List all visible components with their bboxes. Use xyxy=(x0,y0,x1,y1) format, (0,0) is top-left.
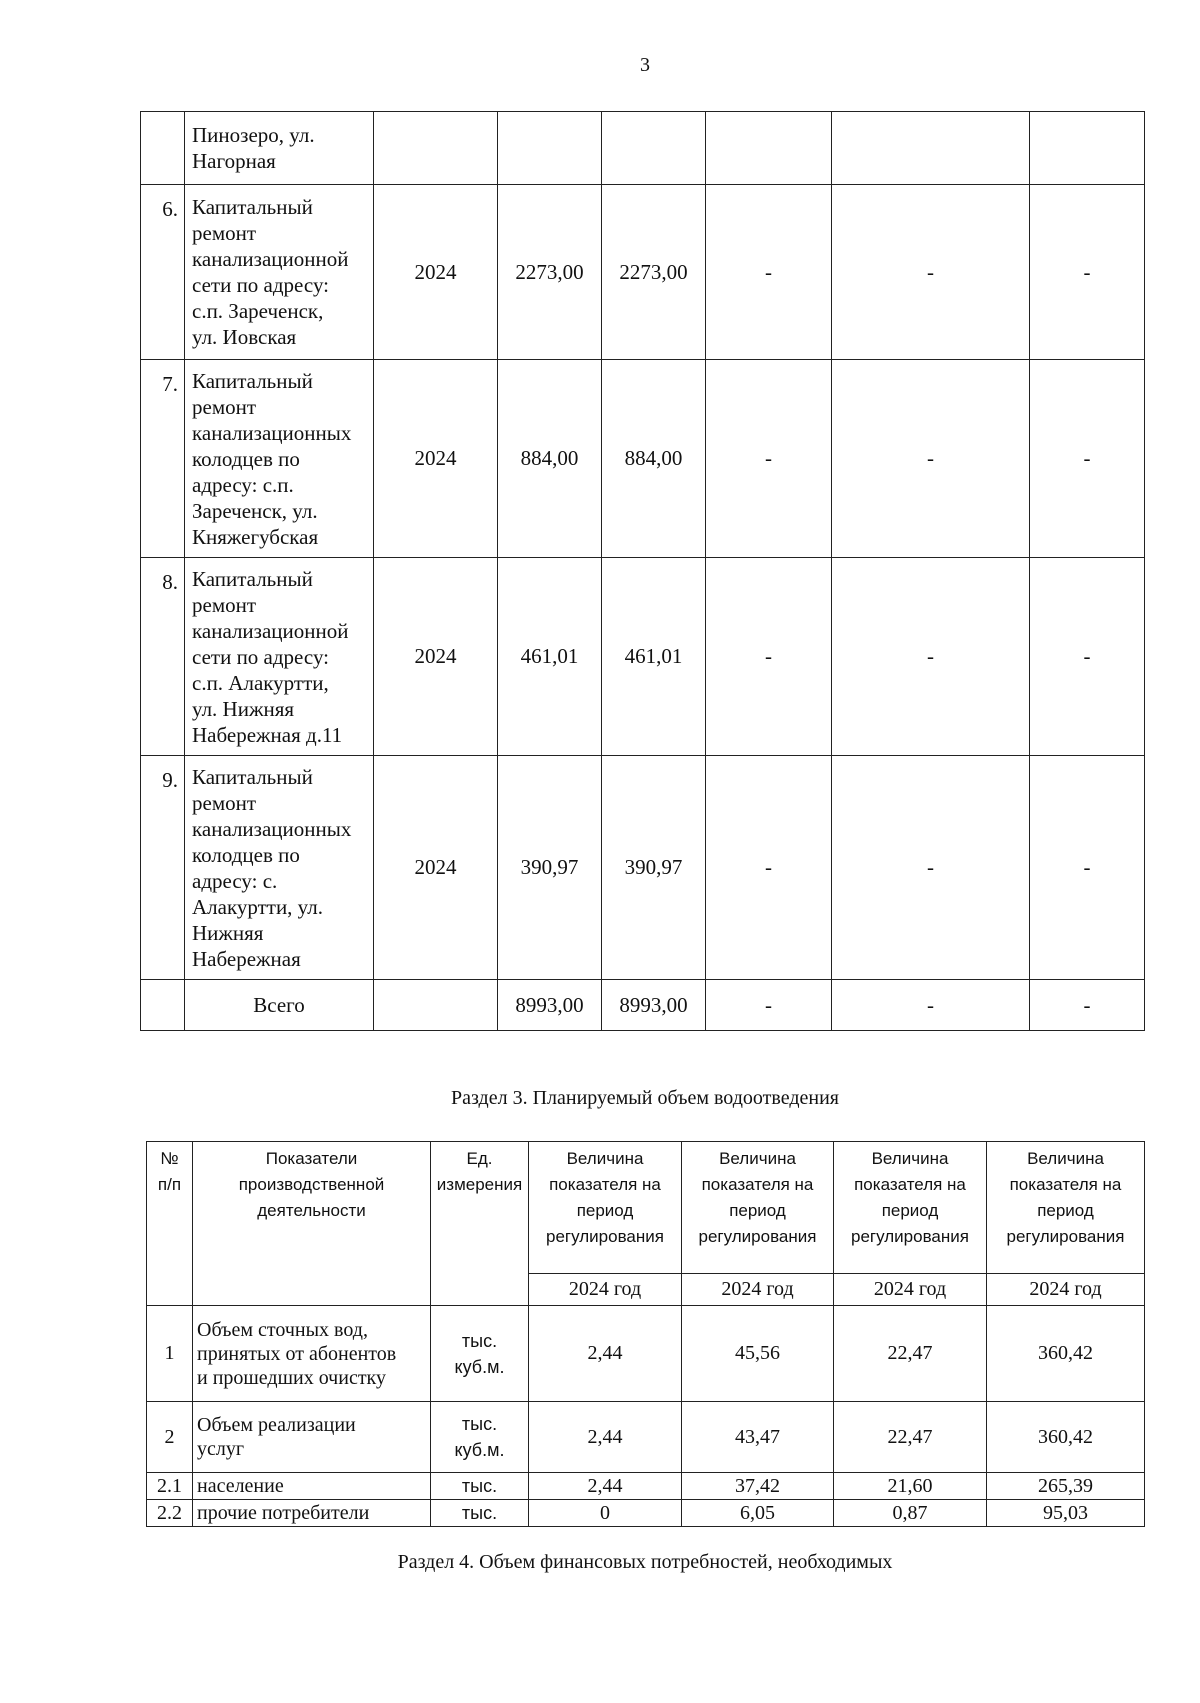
description-line: Набережная д.11 xyxy=(192,722,343,747)
row-value: 360,42 xyxy=(987,1402,1145,1473)
header-line: период xyxy=(576,1201,634,1220)
row-value: 95,03 xyxy=(987,1500,1145,1527)
row-cost-2024: 461,01 xyxy=(602,558,706,756)
table-row xyxy=(141,185,1145,360)
investment-table xyxy=(140,111,1145,1031)
total-col-3: - xyxy=(1030,980,1145,1031)
row-value: 37,42 xyxy=(682,1473,834,1500)
description-line: ремонт xyxy=(192,592,257,617)
row-name xyxy=(193,1306,431,1402)
description-line: Княжегубская xyxy=(192,524,319,549)
header-value xyxy=(682,1142,834,1274)
table-row xyxy=(141,360,1145,558)
row-col-2: - xyxy=(832,756,1030,980)
description-line: канализационной xyxy=(192,247,349,271)
row-name xyxy=(193,1500,431,1527)
wastewater-volume-table xyxy=(146,1141,1145,1527)
row-col-3: - xyxy=(1030,756,1145,980)
row-col-1: - xyxy=(706,756,832,980)
description-line: ул. Нижняя xyxy=(192,696,295,721)
name-line: принятых от абонентов xyxy=(197,1342,397,1365)
row-unit xyxy=(431,1402,529,1473)
total-cost-2024: 8993,00 xyxy=(602,980,706,1031)
description-line: канализационных xyxy=(192,816,352,841)
description-line: адресу: с.п. xyxy=(192,472,294,497)
header-line: Величина xyxy=(719,1149,796,1168)
row-total-cost xyxy=(498,112,602,185)
header-line: № xyxy=(160,1149,179,1168)
header-unit xyxy=(431,1142,529,1306)
row-value: 2,44 xyxy=(529,1473,682,1500)
table-row xyxy=(141,112,1145,185)
description-line: ремонт xyxy=(192,221,257,245)
header-line: регулирования xyxy=(546,1227,664,1246)
row-description xyxy=(185,112,374,185)
description-line: Алакуртти, ул. xyxy=(192,894,323,919)
row-number: 1 xyxy=(147,1306,193,1402)
row-cost-2024: 390,97 xyxy=(602,756,706,980)
total-cost: 8993,00 xyxy=(498,980,602,1031)
row-unit xyxy=(431,1500,529,1527)
header-line: регулирования xyxy=(698,1227,817,1246)
header-line: регулирования xyxy=(851,1227,969,1246)
unit-line: тыс. xyxy=(461,1476,498,1496)
row-col-2: - xyxy=(832,360,1030,558)
row-year: 2024 xyxy=(374,558,498,756)
description-line: ремонт xyxy=(192,790,257,815)
row-value: 265,39 xyxy=(987,1473,1145,1500)
row-value: 6,05 xyxy=(682,1500,834,1527)
unit-line: тыс. xyxy=(461,1414,498,1434)
row-total-cost: 461,01 xyxy=(498,558,602,756)
row-unit xyxy=(431,1473,529,1500)
row-total-cost: 390,97 xyxy=(498,756,602,980)
description-line: канализационных xyxy=(192,420,352,445)
header-line: показателя на xyxy=(701,1175,814,1194)
description-line: Нижняя xyxy=(192,920,264,945)
header-value xyxy=(987,1142,1145,1274)
description-line: Капитальный xyxy=(192,566,313,591)
row-name xyxy=(193,1402,431,1473)
total-label: Всего xyxy=(185,980,374,1031)
row-col-1: - xyxy=(706,185,832,360)
description-line: Пинозеро, ул. xyxy=(192,123,315,147)
header-line: период xyxy=(729,1201,786,1220)
total-col-1: - xyxy=(706,980,832,1031)
header-value xyxy=(834,1142,987,1274)
row-value: 0,87 xyxy=(834,1500,987,1527)
total-col-2: - xyxy=(832,980,1030,1031)
row-unit xyxy=(431,1306,529,1402)
header-line: производственной xyxy=(238,1175,385,1194)
year-cell: 2024 год xyxy=(987,1274,1145,1306)
table-row xyxy=(147,1500,1145,1527)
row-total-cost: 884,00 xyxy=(498,360,602,558)
row-cost-2024 xyxy=(602,112,706,185)
row-col-3: - xyxy=(1030,558,1145,756)
header-line: измерения xyxy=(436,1175,523,1194)
header-line: показателя на xyxy=(854,1175,966,1194)
header-value xyxy=(529,1142,682,1274)
row-description xyxy=(185,756,374,980)
row-col-2 xyxy=(832,112,1030,185)
row-cost-2024: 2273,00 xyxy=(602,185,706,360)
header-line: Величина xyxy=(871,1149,949,1168)
row-cost-2024: 884,00 xyxy=(602,360,706,558)
description-line: канализационной xyxy=(192,618,349,643)
row-value: 45,56 xyxy=(682,1306,834,1402)
header-line: Величина xyxy=(1027,1149,1104,1168)
description-line: сети по адресу: xyxy=(192,644,330,669)
section-3-title: Раздел 3. Планируемый объем водоотведения xyxy=(451,1087,839,1109)
description-line: с.п. Зареченск, xyxy=(192,299,324,323)
table-row xyxy=(141,558,1145,756)
row-year: 2024 xyxy=(374,360,498,558)
description-line: Набережная xyxy=(192,946,301,971)
row-year: 2024 xyxy=(374,756,498,980)
unit-line: тыс. xyxy=(461,1330,498,1351)
header-line: Величина xyxy=(566,1149,644,1168)
row-year: 2024 xyxy=(374,185,498,360)
header-line: п/п xyxy=(157,1175,182,1194)
header-line: Ед. xyxy=(466,1149,493,1168)
row-description xyxy=(185,185,374,360)
description-line: ул. Иовская xyxy=(192,325,297,349)
name-line: прочие потребители xyxy=(197,1502,370,1524)
section-4-title: Раздел 4. Объем финансовых потребностей, необходимых xyxy=(397,1551,893,1573)
header-line: Показатели xyxy=(265,1149,358,1168)
unit-line: куб.м. xyxy=(454,1440,505,1460)
row-value: 2,44 xyxy=(529,1306,682,1402)
header-indicator xyxy=(193,1142,431,1306)
row-number: 7. xyxy=(141,360,185,558)
header-line: регулирования xyxy=(1006,1227,1125,1246)
row-value: 0 xyxy=(529,1500,682,1527)
row-value: 22,47 xyxy=(834,1306,987,1402)
row-number: 8. xyxy=(141,558,185,756)
row-col-2: - xyxy=(832,185,1030,360)
row-col-1: - xyxy=(706,558,832,756)
description-line: Капитальный xyxy=(192,195,313,219)
total-row xyxy=(141,980,1145,1031)
row-col-1: - xyxy=(706,360,832,558)
description-line: колодцев по xyxy=(192,842,300,867)
name-line: население xyxy=(197,1475,284,1497)
total-empty xyxy=(141,980,185,1031)
row-number: 6. xyxy=(141,185,185,360)
description-line: сети по адресу: xyxy=(192,273,330,297)
row-col-3: - xyxy=(1030,360,1145,558)
description-line: Нагорная xyxy=(192,149,276,173)
header-line: показателя на xyxy=(549,1175,661,1194)
row-description xyxy=(185,558,374,756)
table-row xyxy=(147,1306,1145,1402)
row-number: 9. xyxy=(141,756,185,980)
table-row xyxy=(141,756,1145,980)
row-year xyxy=(374,112,498,185)
table-row xyxy=(147,1473,1145,1500)
row-col-3 xyxy=(1030,112,1145,185)
table-row xyxy=(147,1402,1145,1473)
total-year-empty xyxy=(374,980,498,1031)
row-col-2: - xyxy=(832,558,1030,756)
unit-line: куб.м. xyxy=(454,1356,505,1377)
unit-line: тыс. xyxy=(461,1503,498,1523)
row-number: 2.1 xyxy=(147,1473,193,1500)
row-col-3: - xyxy=(1030,185,1145,360)
row-number: 2 xyxy=(147,1402,193,1473)
row-value: 43,47 xyxy=(682,1402,834,1473)
row-value: 22,47 xyxy=(834,1402,987,1473)
header-line: период xyxy=(881,1201,939,1220)
page-number: 3 xyxy=(640,54,650,76)
description-line: с.п. Алакуртти, xyxy=(192,670,329,695)
description-line: колодцев по xyxy=(192,446,300,471)
name-line: и прошедших очистку xyxy=(197,1366,386,1389)
year-cell: 2024 год xyxy=(529,1274,682,1306)
row-name xyxy=(193,1473,431,1500)
row-col-1 xyxy=(706,112,832,185)
name-line: услуг xyxy=(197,1438,245,1460)
description-line: Капитальный xyxy=(192,368,313,393)
header-row xyxy=(147,1142,1145,1274)
name-line: Объем сточных вод, xyxy=(197,1318,368,1341)
row-number xyxy=(141,112,185,185)
name-line: Объем реализации xyxy=(197,1414,356,1436)
row-value: 2,44 xyxy=(529,1402,682,1473)
year-cell: 2024 год xyxy=(834,1274,987,1306)
row-value: 360,42 xyxy=(987,1306,1145,1402)
row-description xyxy=(185,360,374,558)
row-total-cost: 2273,00 xyxy=(498,185,602,360)
description-line: Зареченск, ул. xyxy=(192,498,318,523)
header-line: деятельности xyxy=(257,1201,366,1220)
year-cell: 2024 год xyxy=(682,1274,834,1306)
description-line: ремонт xyxy=(192,394,257,419)
header-line: период xyxy=(1037,1201,1094,1220)
row-value: 21,60 xyxy=(834,1473,987,1500)
row-number: 2.2 xyxy=(147,1500,193,1527)
description-line: адресу: с. xyxy=(192,868,278,893)
description-line: Капитальный xyxy=(192,764,313,789)
header-num xyxy=(147,1142,193,1306)
header-line: показателя на xyxy=(1009,1175,1122,1194)
